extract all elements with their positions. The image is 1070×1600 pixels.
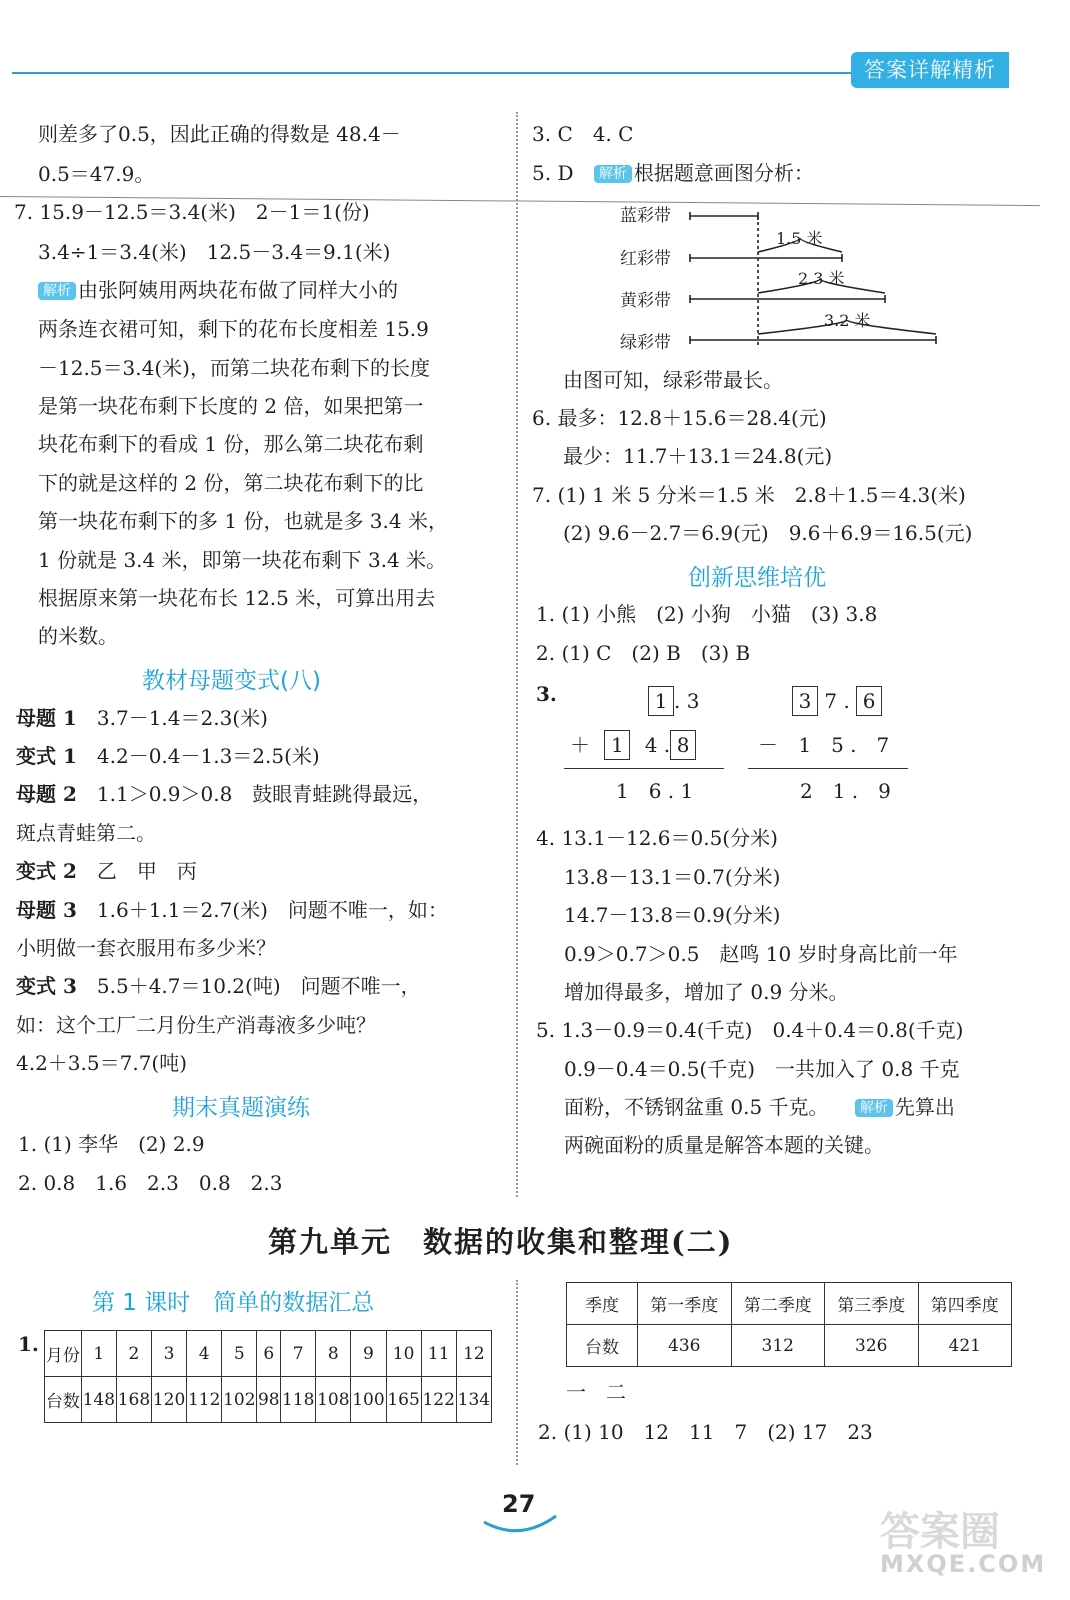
difference-rule: [748, 768, 908, 769]
difference-result: 2 1 . 9: [800, 779, 891, 803]
item-text: 4.2＋3.5＝7.7(吨): [16, 1051, 188, 1075]
section-title: 期末真题演练: [172, 1095, 310, 1121]
answer-line: 5. 1.3－0.9＝0.4(千克) 0.4＋0.4＝0.8(千克): [536, 1018, 964, 1042]
table-cell: 3: [152, 1331, 187, 1377]
table-cell: 10: [386, 1331, 421, 1377]
table-cell: 168: [116, 1377, 151, 1423]
analysis-text: 先算出: [894, 1095, 955, 1119]
answer-line: 增加得最多，增加了 0.9 分米。: [564, 980, 849, 1004]
chapter-title: 第九单元 数据的收集和整理(二): [268, 1225, 734, 1259]
answer-line: 6. 最多：12.8＋15.6＝28.4(元): [532, 406, 827, 430]
analysis-text: 第一块花布剩下的多 1 份，也就是多 3.4 米，: [38, 509, 448, 533]
item-label: 母题 1: [16, 706, 77, 730]
item-text: 4.2－0.4－1.3＝2.5(米): [96, 744, 320, 768]
answer-line: 5. D: [532, 161, 574, 185]
section-title: 教材母题变式(八): [142, 668, 321, 694]
page-swoosh: [480, 1512, 560, 1536]
answer-line: (2) 9.6－2.7＝6.9(元) 9.6＋6.9＝16.5(元): [563, 521, 973, 545]
answer-line: 2. 0.8 1.6 2.3 0.8 2.3: [18, 1171, 283, 1195]
table-cell: 12: [456, 1331, 491, 1377]
table-cell: 312: [731, 1325, 825, 1367]
answer-line: 0.9＞0.7＞0.5 赵鸣 10 岁时身高比前一年: [564, 942, 958, 966]
analysis-text: 根据原来第一块花布长 12.5 米，可算出用去: [38, 586, 436, 610]
analysis-text: 两碗面粉的质量是解答本题的关键。: [564, 1133, 884, 1157]
table-cell: 108: [316, 1377, 351, 1423]
digit-text: 4 .: [644, 733, 671, 757]
table-cell: 134: [456, 1377, 491, 1423]
table-cell: 421: [918, 1325, 1012, 1367]
ribbon-label: 红彩带: [620, 249, 671, 269]
answer-line: 由图可知，绿彩带最长。: [563, 368, 783, 392]
answer-line: 一 二: [566, 1380, 626, 1404]
analysis-text: －12.5＝3.4(米)，而第二块花布剩下的长度: [38, 356, 430, 380]
answer-line: 1. (1) 小熊 (2) 小狗 小猫 (3) 3.8: [536, 602, 878, 626]
item-text: 小明做一套衣服用布多少米？: [16, 936, 276, 960]
analysis-text: 下的就是这样的 2 份，第二块花布剩下的比: [38, 471, 424, 495]
table-cell: 7: [281, 1331, 316, 1377]
lesson-title: 第 1 课时 简单的数据汇总: [92, 1290, 375, 1316]
ribbon-mark: 2.3 米: [798, 269, 845, 288]
item-label: 变式 1: [16, 744, 77, 768]
table-cell: 8: [316, 1331, 351, 1377]
item-text: 乙 甲 丙: [96, 859, 197, 883]
item-text: 1.1＞0.9＞0.8 鼓眼青蛙跳得最远，: [96, 782, 433, 806]
analysis-text: 由张阿姨用两块花布做了同样大小的: [78, 278, 398, 302]
table-cell: 120: [152, 1377, 187, 1423]
watermark-logo: 答案圈: [880, 1509, 1000, 1555]
monthly-table: [44, 1330, 492, 1423]
table-cell: 112: [187, 1377, 222, 1423]
item-text: 3.7－1.4＝2.3(米): [96, 706, 268, 730]
table-cell: 9: [351, 1331, 386, 1377]
table-cell: 436: [638, 1325, 732, 1367]
analysis-tag: 解析: [855, 1099, 893, 1117]
operator: －: [758, 733, 778, 757]
answer-line: 1. (1) 李华 (2) 2.9: [18, 1132, 205, 1156]
table-cell: 第四季度: [918, 1283, 1012, 1325]
table-cell: 11: [421, 1331, 456, 1377]
table-cell: 1: [81, 1331, 116, 1377]
item-label: 母题 3: [16, 898, 77, 922]
table-cell: 第一季度: [638, 1283, 732, 1325]
answer-line: 3. C 4. C: [532, 122, 634, 146]
table-cell: 102: [222, 1377, 257, 1423]
table-cell: 122: [421, 1377, 456, 1423]
q7-line1: 7. 15.9－12.5＝3.4(米) 2－1＝1(份): [14, 200, 370, 224]
table-cell: 100: [351, 1377, 386, 1423]
digit-text: 1 5 . 7: [798, 733, 890, 757]
analysis-tag: 解析: [594, 165, 632, 183]
item-label: 母题 2: [16, 782, 77, 806]
answer-box: 8: [670, 730, 696, 760]
header-rule: [12, 72, 857, 74]
table-cell: 台数: [45, 1377, 82, 1423]
vertical-subtraction-line2: [758, 730, 889, 760]
vertical-subtraction: [792, 686, 882, 716]
q7-line2: 3.4÷1＝3.4(米) 12.5－3.4＝9.1(米): [38, 240, 391, 264]
sum-result: 1 6 . 1: [616, 779, 694, 803]
ribbon-label: 绿彩带: [620, 333, 671, 353]
page-number: 27: [502, 1490, 536, 1518]
digit-text: . 3: [674, 689, 700, 713]
table-cell: 月份: [45, 1331, 82, 1377]
analysis-text: 块花布剩下的看成 1 份，那么第二块花布剩: [38, 432, 424, 456]
watermark-url: MXQE.COM: [880, 1550, 1047, 1578]
item-text: 1.6＋1.1＝2.7(米) 问题不唯一，如：: [96, 898, 448, 922]
answer-line: 面粉，不锈钢盆重 0.5 千克。: [564, 1095, 829, 1119]
ribbon-diagram: [620, 196, 960, 366]
ribbon-mark: 3.2 米: [824, 311, 871, 330]
text-line: 则差多了0.5，因此正确的得数是 48.4－: [38, 122, 401, 146]
ribbon-label: 黄彩带: [620, 291, 671, 311]
ribbon-label: 蓝彩带: [620, 206, 671, 226]
answer-box: 1: [648, 686, 674, 716]
answer-line: 2. (1) 10 12 11 7 (2) 17 23: [538, 1420, 873, 1444]
question-number: 1.: [18, 1332, 39, 1356]
table-cell: 4: [187, 1331, 222, 1377]
answer-number: 3.: [536, 682, 557, 706]
vertical-addition: [648, 686, 699, 716]
answer-line: 0.9－0.4＝0.5(千克) 一共加入了 0.8 千克: [564, 1057, 960, 1081]
item-label: 变式 3: [16, 974, 77, 998]
analysis-text: 是第一块花布剩下长度的 2 倍，如果把第一: [38, 394, 424, 418]
answer-line: 13.8－13.1＝0.7(分米): [564, 865, 781, 889]
ribbon-mark: 1.5 米: [776, 229, 823, 248]
answer-box: 1: [604, 730, 630, 760]
answer-line: 4. 13.1－12.6＝0.5(分米): [536, 826, 778, 850]
section-title: 创新思维培优: [688, 565, 826, 591]
table-cell: 98: [257, 1377, 281, 1423]
analysis-text: 两条连衣裙可知，剩下的花布长度相差 15.9: [38, 317, 429, 341]
column-divider: [516, 112, 518, 1197]
column-divider: [516, 1280, 518, 1465]
analysis-tag: 解析: [38, 282, 76, 300]
answer-box: 3: [792, 686, 818, 716]
table-cell: 6: [257, 1331, 281, 1377]
vertical-addition-line2: [570, 730, 696, 760]
item-text: 斑点青蛙第二。: [16, 821, 156, 845]
table-cell: 台数: [567, 1325, 638, 1367]
item-text: 如：这个工厂二月份生产消毒液多少吨？: [16, 1013, 376, 1037]
answer-line: 7. (1) 1 米 5 分米＝1.5 米 2.8＋1.5＝4.3(米): [532, 483, 966, 507]
operator: ＋: [570, 733, 590, 757]
table-cell: 148: [81, 1377, 116, 1423]
table-cell: 第二季度: [731, 1283, 825, 1325]
table-cell: 5: [222, 1331, 257, 1377]
ribbon-lines: [620, 196, 960, 366]
analysis-text: 的米数。: [38, 624, 118, 648]
answer-line: 2. (1) C (2) B (3) B: [536, 641, 751, 665]
answer-line: 14.7－13.8＝0.9(分米): [564, 903, 781, 927]
answer-box: 6: [856, 686, 882, 716]
table-cell: 118: [281, 1377, 316, 1423]
quarterly-table: [566, 1282, 1012, 1367]
analysis-text: 1 份就是 3.4 米，即第一块花布剩下 3.4 米。: [38, 548, 447, 572]
table-cell: 2: [116, 1331, 151, 1377]
table-cell: 326: [825, 1325, 919, 1367]
digit-text: 7 .: [824, 689, 850, 713]
item-label: 变式 2: [16, 859, 77, 883]
analysis-text: 根据题意画图分析：: [633, 161, 814, 185]
sum-rule: [564, 768, 724, 769]
table-cell: 季度: [567, 1283, 638, 1325]
item-text: 5.5＋4.7＝10.2(吨) 问题不唯一，: [96, 974, 421, 998]
header-tab: 答案详解精析: [851, 52, 1009, 88]
answer-line: 最少：11.7＋13.1＝24.8(元): [563, 444, 833, 468]
text-line: 0.5＝47.9。: [38, 162, 155, 186]
table-cell: 第三季度: [825, 1283, 919, 1325]
table-cell: 165: [386, 1377, 421, 1423]
